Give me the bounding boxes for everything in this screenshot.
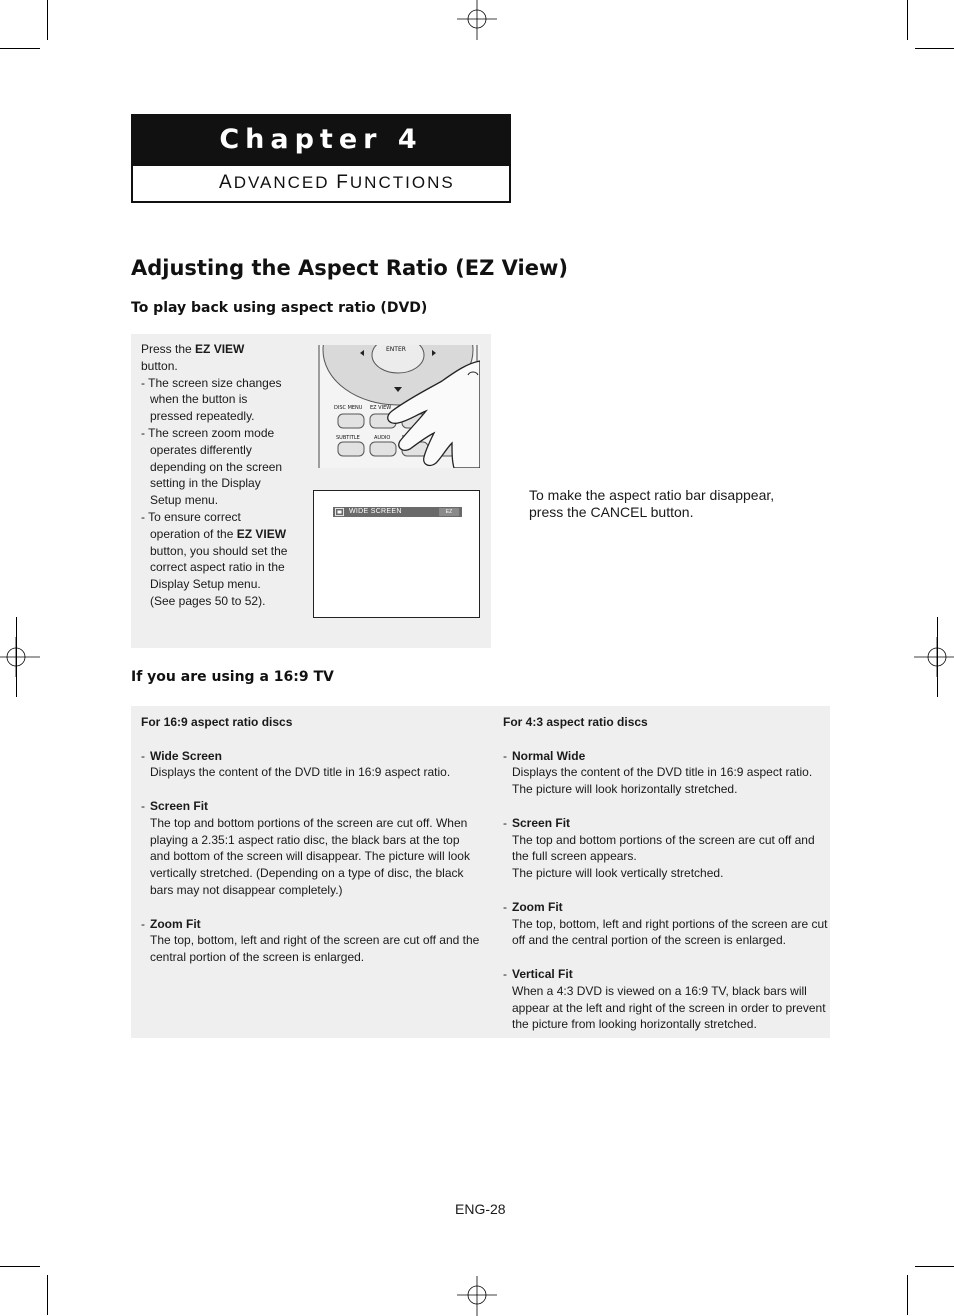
crop-mark [47,1275,48,1315]
column-169-discs [141,714,481,966]
instruction-text [141,341,291,610]
instruction-note-prefix: - To ensure correct operation of the [141,509,241,541]
crop-mark [0,48,40,49]
instruction-button-name: EZ VIEW [236,526,287,541]
column-heading: For 16:9 aspect ratio discs [141,715,293,729]
crop-mark [0,1266,40,1267]
chapter-subtitle-word: UNCTIONS [349,173,455,192]
remote-disc-menu-label: DISC MENU [334,405,363,411]
remote-ez-view-label: EZ VIEW [370,405,392,411]
column-43-discs [503,714,829,1033]
mode-description: The top, bottom, left and right portions of the screen are cut off and the central portion of the screen is enlarged. [512,916,828,948]
mode-title: - Wide Screen [141,748,481,765]
dvd-subhead: To play back using aspect ratio (DVD) [131,300,428,316]
registration-mark-icon [457,0,497,40]
mode-title: - Zoom Fit [141,916,481,933]
mode-title: - Screen Fit [503,815,829,832]
instruction-press-suffix: button. [141,358,178,373]
chapter-subtitle-initial: A [219,172,234,193]
registration-mark-icon [0,637,40,677]
chapter-header [131,114,511,203]
registration-mark-icon [914,637,954,677]
cancel-note: To make the aspect ratio bar disappear, press the CANCEL button. [529,487,775,520]
mode-description: Displays the content of the DVD title in 16:9 aspect ratio. The picture will look horizontally stretched. [512,765,813,797]
mode-description: The picture will look vertically stretched. [512,866,724,881]
instruction-note: - The screen size changes when the button is pressed repeatedly. [141,375,282,424]
mode-description: The top, bottom, left and right of the screen are cut off and the central portion of the screen is enlarged. [150,933,480,965]
chapter-subtitle-initial: F [336,172,350,193]
osd-label: WIDE SCREEN [349,508,402,515]
remote-control-icon [318,345,480,468]
osd-ez-view-badge: EZ VIEW [439,508,459,516]
tv-subhead: If you are using a 16:9 TV [131,669,334,685]
section-title: Adjusting the Aspect Ratio (EZ View) [131,256,568,280]
page-number: ENG-28 [455,1201,506,1217]
mode-title: - Normal Wide [503,748,829,765]
instruction-note: - The screen zoom mode operates differently depending on the screen setting in the Display Setup menu. [141,425,283,508]
column-heading: For 4:3 aspect ratio discs [503,715,648,729]
instruction-page-ref: (See pages 50 to 52). [150,593,266,608]
chapter-title: Chapter 4 [133,116,509,166]
instruction-note [141,509,291,610]
crop-mark [907,0,908,40]
mode-description: Displays the content of the DVD title in 16:9 aspect ratio. [150,765,451,780]
chapter-subtitle [133,166,509,201]
instruction-note-suffix: button, you should set the correct aspect ratio in the Display Setup menu. [150,543,288,592]
mode-description: The top and bottom portions of the screen are cut off and the full screen appears. [512,832,815,864]
remote-illustration [318,345,480,468]
crop-mark [907,1275,908,1315]
mode-title: - Zoom Fit [503,899,829,916]
remote-enter-label: ENTER [386,346,406,353]
crop-mark [47,0,48,40]
registration-mark-icon [457,1276,497,1316]
mode-title: - Screen Fit [141,798,481,815]
crop-mark [915,48,954,49]
mode-description: The top and bottom portions of the screen are cut off. When playing a 2.35:1 aspect ratio disc, the black bars at the top and bottom of the screen will disappear. The picture will look vertically stretched. (Depending on a type of disc, the black bars may not disappear completely.) [150,815,470,897]
aspect-ratio-icon [335,508,344,516]
mode-title: - Vertical Fit [503,966,829,983]
remote-audio-label: AUDIO [374,435,391,441]
crop-mark [915,1266,954,1267]
remote-subtitle-label: SUBTITLE [336,435,360,441]
chapter-subtitle-word: DVANCED [233,173,330,192]
mode-description: When a 4:3 DVD is viewed on a 16:9 TV, black bars will appear at the left and right of the screen in order to prevent the picture from looking horizontally stretched. [512,983,826,1032]
instruction-press-prefix: Press the [141,342,196,356]
instruction-button-name: EZ VIEW [195,342,245,356]
